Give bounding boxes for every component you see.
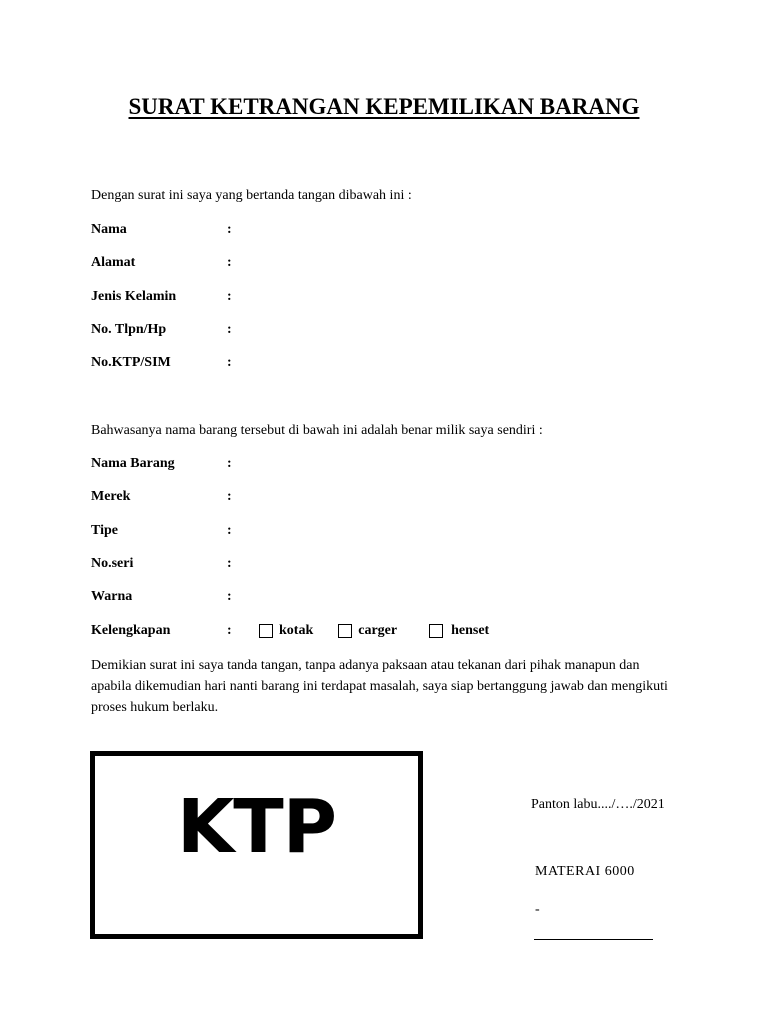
field-row-no-tlpn (91, 320, 247, 340)
checkbox-option-kotak[interactable] (259, 623, 313, 639)
checkbox-option-carger[interactable] (338, 623, 397, 639)
field-colon: : (227, 556, 232, 571)
field-row-alamat (91, 253, 247, 273)
field-row-no-ktp (91, 353, 247, 373)
place-date: Panton labu..../…./2021 (531, 797, 665, 812)
field-label: No.seri (91, 556, 134, 571)
field-row-nama-barang (91, 454, 247, 474)
checkbox[interactable] (429, 624, 443, 638)
dash-mark: - (535, 902, 540, 917)
field-label: Nama Barang (91, 456, 175, 471)
field-label: No.KTP/SIM (91, 355, 171, 370)
field-colon: : (227, 322, 232, 337)
field-row-warna (91, 587, 247, 607)
ktp-photo-box (90, 751, 423, 939)
checkbox[interactable] (259, 624, 273, 638)
field-colon: : (227, 289, 232, 304)
field-label: Alamat (91, 255, 136, 270)
field-colon: : (227, 222, 232, 237)
field-row-kelengkapan (91, 621, 514, 641)
field-colon: : (227, 589, 232, 604)
field-row-tipe (91, 521, 247, 541)
intro-text: Dengan surat ini saya yang bertanda tangan dibawah ini : (91, 188, 412, 203)
field-colon: : (227, 489, 232, 504)
materai-label: MATERAI 6000 (535, 864, 635, 879)
statement-text: Bahwasanya nama barang tersebut di bawah ini adalah benar milik saya sendiri : (91, 423, 543, 438)
checkbox-label: kotak (279, 623, 314, 638)
field-colon: : (227, 523, 232, 538)
checkbox[interactable] (338, 624, 352, 638)
ktp-label: KTP (176, 784, 337, 870)
signature-line (534, 939, 653, 940)
field-colon: : (227, 255, 232, 270)
checkbox-label: henset (451, 623, 490, 638)
document-title: SURAT KETRANGAN KEPEMILIKAN BARANG (128, 94, 640, 119)
field-label: Jenis Kelamin (91, 289, 177, 304)
field-label: No. Tlpn/Hp (91, 322, 167, 337)
field-label: Nama (91, 222, 127, 237)
field-row-no-seri (91, 554, 247, 574)
field-row-nama (91, 220, 247, 240)
checkbox-option-henset[interactable] (429, 623, 489, 639)
field-colon: : (227, 623, 232, 638)
field-label: Warna (91, 589, 133, 604)
field-colon: : (227, 456, 232, 471)
field-colon: : (227, 355, 232, 370)
checkbox-label: carger (358, 623, 398, 638)
field-row-merek (91, 487, 247, 507)
field-label: Merek (91, 489, 131, 504)
field-label: Tipe (91, 523, 118, 538)
field-label: Kelengkapan (91, 623, 171, 638)
field-row-jenis-kelamin (91, 287, 247, 307)
closing-text: Demikian surat ini saya tanda tangan, tanpa adanya paksaan atau tekanan dari pihak manapun dan apabila dikemudian hari nanti barang ini terdapat masalah, saya siap bertanggung jawab dan mengikuti proses hukum berlaku. (91, 658, 668, 715)
